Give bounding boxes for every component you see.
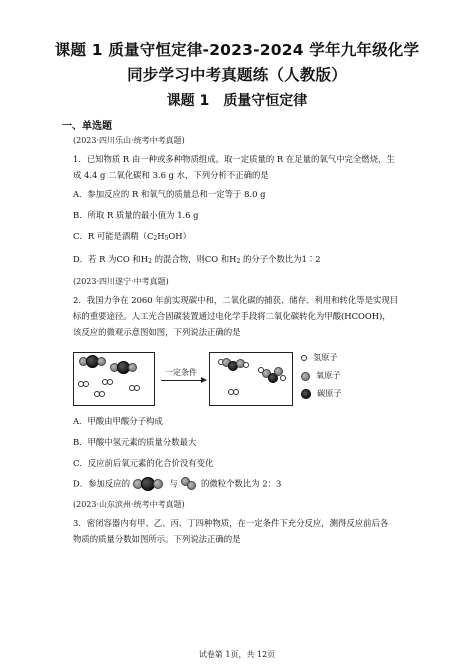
q2-option-c: C．反应前后氧元素的化合价没有变化 (73, 458, 214, 468)
oxygen-atom-icon (301, 372, 310, 381)
q1-source: (2023·四川乐山·统考中考真题) (73, 136, 185, 145)
q1-stem-line-2: 成 4.4 g 二氧化碳和 3.6 g 水，下列分析不正确的是 (73, 170, 269, 180)
q2-source: (2023·四川遂宁·中考真题) (73, 277, 169, 286)
legend-hydrogen: 氢原子 (301, 352, 338, 363)
page-footer: 试卷第 1页，共 12页 (198, 650, 276, 659)
legend-oxygen: 氧原子 (301, 370, 341, 381)
subtitle-lesson-name: 质量守恒定律 (223, 93, 308, 109)
q2-stem-line-1: 2．我国力争在 2060 年前实现碳中和，二氧化碳的捕获、储存、利用和转化等是实现目 (73, 295, 399, 305)
q1-option-c: C．R 可能是酒精（C2H5OH） (73, 231, 191, 242)
document-title (20, 38, 454, 88)
q3-stem-line-2: 物质的质量分数如图所示。下列说法正确的是 (73, 534, 241, 544)
title-line-1: 课题 1 质量守恒定律-2023-2024 学年九年级化学 (54, 41, 420, 59)
q1-stem-line-1: 1．已知物质 R 由一种或多种物质组成。取一定质量的 R 在足量的氧气中完全燃烧，生 (73, 154, 395, 164)
q3-stem-line-1: 3．密闭容器内有甲、乙、丙、丁四种物质，在一定条件下充分反应，测得反应前后各 (73, 518, 389, 528)
reaction-arrow (161, 380, 203, 381)
section-heading: 一、单选题 (62, 121, 112, 132)
q2-stem-line-3: 该反应的微观示意图如图，下列说法正确的是 (73, 327, 241, 337)
q1-option-d: D．若 R 为CO 和H2 的混合物，则CO 和H2 的分子个数比为1∶2 (73, 254, 321, 265)
q3-source: (2023·山东滨州·统考中考真题) (73, 500, 185, 509)
reactants-box (73, 352, 155, 406)
q1-option-a: A．参加反应的 R 和氧气的质量总和一定等于 8.0 g (73, 189, 266, 199)
reaction-diagram (73, 350, 373, 410)
subtitle-lesson-number: 课题 1 (166, 93, 210, 109)
title-line-2: 同步学习中考真题练（人教版） (127, 66, 347, 84)
q2-option-b: B．甲酸中氢元素的质量分数最大 (73, 437, 197, 447)
products-box (209, 352, 293, 406)
q2-option-a: A．甲酸由甲酸分子构成 (73, 416, 163, 426)
carbon-atom-icon (301, 389, 311, 399)
lesson-subtitle (0, 90, 474, 110)
legend-carbon: 碳原子 (301, 388, 342, 399)
co2-molecule-icon (133, 477, 167, 491)
q2-stem-line-2: 标的重要途径。人工光合固碳装置通过电化学手段将二氧化碳转化为甲酸(HCOOH)， (73, 311, 391, 321)
hydrogen-atom-icon (301, 355, 307, 361)
reaction-arrow-head (201, 377, 207, 383)
q1-option-b: B．所取 R 质量的最小值为 1.6 g (73, 210, 199, 220)
reaction-condition: 一定条件 (165, 368, 197, 377)
q2-option-d: D．参加反应的 与 的微粒个数比为 2：3 (73, 477, 281, 491)
h2-molecule-icon (180, 477, 198, 491)
